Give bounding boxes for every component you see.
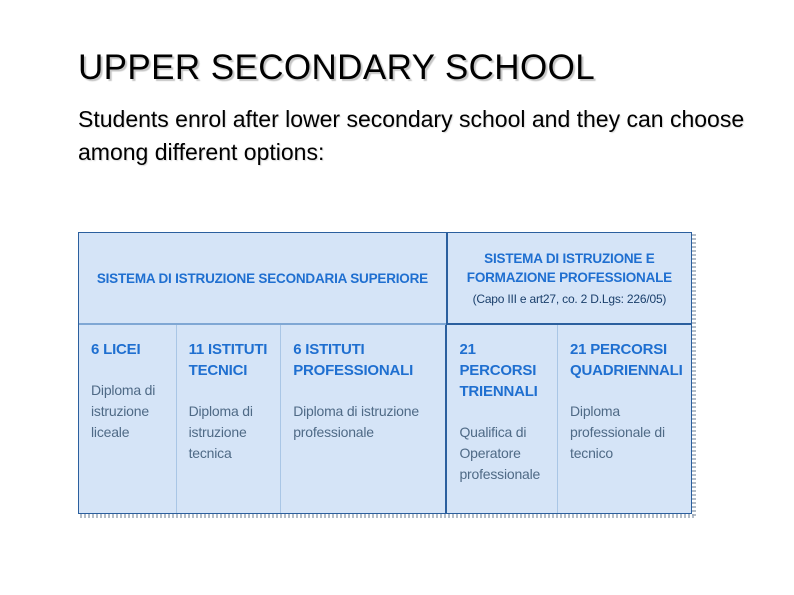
education-system-table-wrapper [78,232,692,514]
column-title: 6 ISTITUTI PROFESSIONALI [293,341,414,379]
page-title: UPPER SECONDARY SCHOOL [78,48,596,87]
table-column-istituti-tecnici [176,325,281,513]
column-title: 6 LICEI [91,341,141,358]
education-system-table [78,232,692,514]
table-column-percorsi-triennali [445,325,557,513]
table-header-title: SISTEMA DI ISTRUZIONE E FORMAZIONE PROFESSIONALE [466,250,672,285]
column-title: 21 PERCORSI QUADRIENNALI [570,341,683,379]
table-bottom-shadow [80,514,694,518]
table-header-row [79,233,691,325]
table-column-percorsi-quadriennali [557,325,691,513]
column-description: Diploma professionale di tecnico [570,403,665,461]
table-header-cell-secondary-education [79,233,446,325]
table-column-istituti-professionali [280,325,445,513]
slide-subtitle: Students enrol after lower secondary school and they can choose among different options: [78,106,745,165]
column-title: 21 PERCORSI TRIENNALI [459,341,538,400]
table-body-row [79,325,691,513]
table-right-shadow [692,234,696,516]
column-description: Diploma di istruzione professionale [293,403,419,440]
column-title: 11 ISTITUTI TECNICI [188,341,268,379]
column-description: Diploma di istruzione liceale [91,382,156,440]
table-header-cell-vocational-education [446,233,691,325]
column-description: Diploma di istruzione tecnica [188,403,253,461]
table-header-title: SISTEMA DI ISTRUZIONE SECONDARIA SUPERIORE [96,270,428,286]
column-description: Qualifica di Operatore professionale [459,424,541,482]
table-column-licei [79,325,176,513]
table-header-legal-reference: (Capo III e art27, co. 2 D.Lgs: 226/05) [472,291,667,306]
